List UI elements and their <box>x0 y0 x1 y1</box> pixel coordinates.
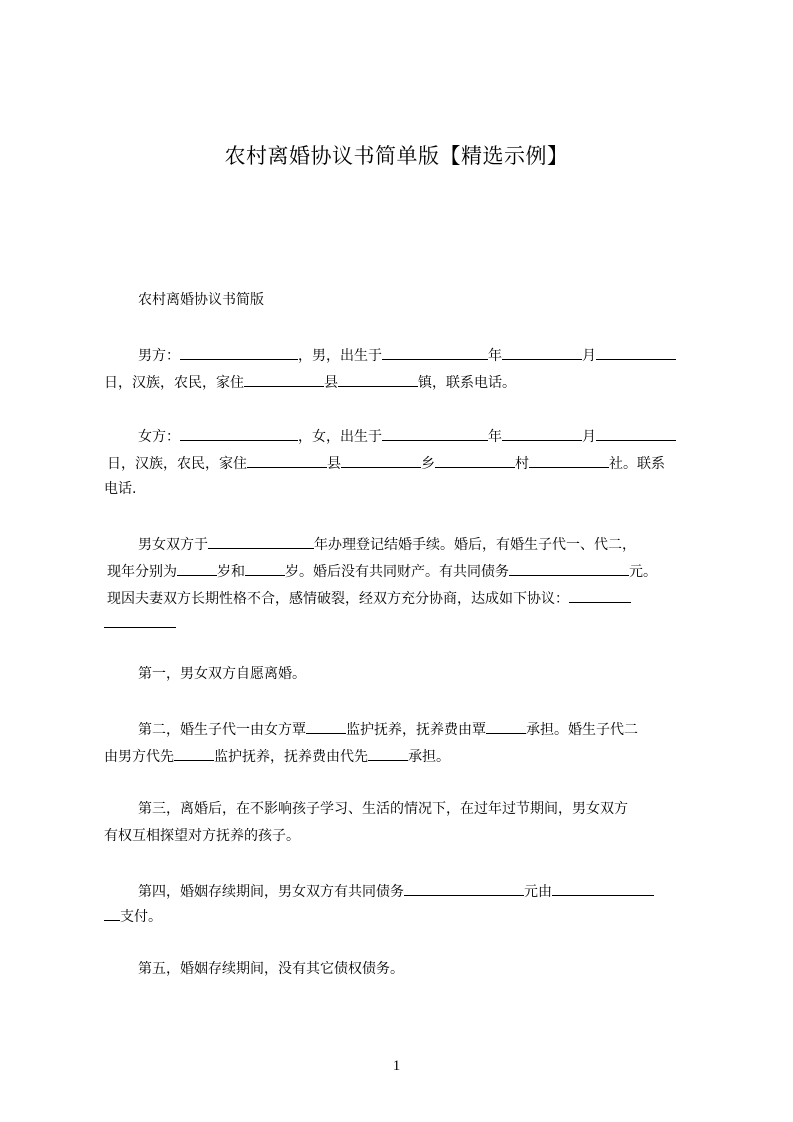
male-sex-born: ，男，出生于 <box>298 348 382 364</box>
debt-amount-blank <box>509 560 629 576</box>
agreement-blank-2 <box>104 612 176 628</box>
article-4-payer-blank-1 <box>552 880 654 896</box>
male-county-label: 县 <box>324 375 338 391</box>
article-2-text-5: 监护抚养，抚养费由代先 <box>214 749 368 765</box>
article-2-blank-2 <box>486 718 526 734</box>
article-4-text-3: 支付。 <box>120 909 162 925</box>
male-birth-month-blank <box>502 344 582 360</box>
intro-marriage-label: 男女双方于 <box>138 537 208 553</box>
article-4-line1 <box>138 880 654 902</box>
female-party-line3: 电话. <box>104 481 137 497</box>
intro-children-text: 年办理登记结婚手续。婚后，有婚生子代一、代二， <box>314 537 636 553</box>
document-subtitle: 农村离婚协议书简版 <box>138 292 264 308</box>
article-2-blank-4 <box>368 745 408 761</box>
intro-ages-and: 岁和 <box>217 564 245 580</box>
female-township-blank <box>341 452 421 468</box>
article-4-payer-blank-2 <box>104 905 120 921</box>
female-township-label: 乡 <box>421 456 435 472</box>
document-title: 农村离婚协议书简单版【精选示例】 <box>224 144 569 168</box>
child2-age-blank <box>245 560 285 576</box>
female-community-blank <box>529 452 609 468</box>
male-month-label: 月 <box>582 348 596 364</box>
female-community-label: 社。联系 <box>609 456 665 472</box>
article-2-text-4: 由男方代先 <box>104 749 174 765</box>
article-4-text-1: 第四，婚姻存续期间，男女双方有共同债务 <box>138 884 404 900</box>
article-3-line1: 第三，离婚后，在不影响孩子学习、生活的情况下，在过年过节期间，男女双方 <box>138 801 628 817</box>
article-2-line1 <box>138 718 638 740</box>
male-party-line2 <box>104 371 516 393</box>
agreement-blank-1 <box>569 587 631 603</box>
female-village-label: 村 <box>515 456 529 472</box>
article-2-text-6: 承担。 <box>408 749 450 765</box>
male-label: 男方： <box>138 348 180 364</box>
article-2-blank-1 <box>306 718 346 734</box>
article-1: 第一，男女双方自愿离婚。 <box>138 666 306 682</box>
female-label: 女方： <box>138 429 180 445</box>
page-number: 1 <box>392 1058 401 1074</box>
male-town-phone: 镇，联系电话。 <box>418 375 516 391</box>
intro-line2 <box>107 560 657 582</box>
male-name-blank <box>180 344 298 360</box>
intro-line1 <box>138 533 636 555</box>
female-birth-year-blank <box>382 425 488 441</box>
intro-agreement-text: 现因夫妻双方长期性格不合，感情破裂，经双方充分协商，达成如下协议： <box>107 591 569 607</box>
child1-age-blank <box>177 560 217 576</box>
intro-line3 <box>107 587 631 609</box>
article-2-text-2: 监护抚养，抚养费由覃 <box>346 722 486 738</box>
female-month-label: 月 <box>582 429 596 445</box>
intro-yuan: 元。 <box>629 564 657 580</box>
intro-ages-label: 现年分别为 <box>107 564 177 580</box>
male-birth-day-blank <box>596 344 676 360</box>
female-village-blank <box>435 452 515 468</box>
female-year-label: 年 <box>488 429 502 445</box>
female-sex-born: ，女，出生于 <box>298 429 382 445</box>
male-town-blank <box>338 371 418 387</box>
female-party-line1 <box>138 425 676 447</box>
male-county-blank <box>244 371 324 387</box>
article-2-text-1: 第二，婚生子代一由女方覃 <box>138 722 306 738</box>
marriage-year-blank <box>208 533 314 549</box>
female-birth-day-blank <box>596 425 676 441</box>
female-name-blank <box>180 425 298 441</box>
article-3-line2: 有权互相探望对方抚养的孩子。 <box>104 828 300 844</box>
female-county-blank <box>247 452 327 468</box>
article-2-blank-3 <box>174 745 214 761</box>
article-4-line2 <box>104 905 162 927</box>
intro-debt-text: 岁。婚后没有共同财产。有共同债务 <box>285 564 509 580</box>
intro-line4 <box>104 612 176 634</box>
female-birth-month-blank <box>502 425 582 441</box>
female-residence-label: 日，汉族，农民，家住 <box>107 456 247 472</box>
male-residence-label: 日，汉族，农民，家住 <box>104 375 244 391</box>
article-2-text-3: 承担。婚生子代二 <box>526 722 638 738</box>
article-2-line2 <box>104 745 450 767</box>
male-year-label: 年 <box>488 348 502 364</box>
article-4-text-2: 元由 <box>524 884 552 900</box>
female-party-line2 <box>107 452 665 474</box>
male-party-line1 <box>138 344 676 366</box>
female-county-label: 县 <box>327 456 341 472</box>
male-birth-year-blank <box>382 344 488 360</box>
article-4-debt-blank <box>404 880 524 896</box>
article-5: 第五，婚姻存续期间，没有其它债权债务。 <box>138 961 404 977</box>
